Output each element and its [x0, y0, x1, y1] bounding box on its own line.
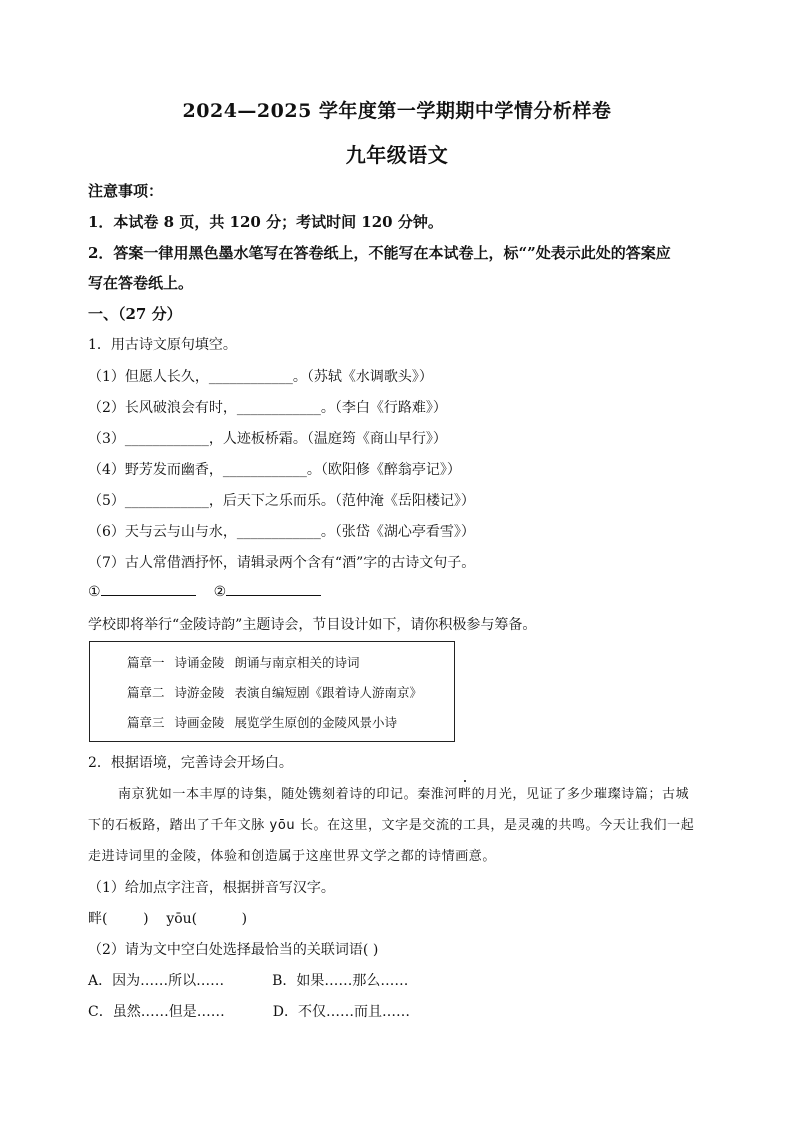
answer-b-marker: ②: [213, 584, 227, 600]
program-desc: 表演自编短剧《跟着诗人游南京》: [234, 685, 423, 700]
program-desc: 朗诵与南京相关的诗词: [234, 655, 360, 670]
program-name: 诗游金陵: [174, 685, 225, 700]
notice-item-1: 1．本试卷 8 页，共 120 分；考试时间 120 分钟。: [88, 213, 443, 231]
q2-stem: 2．根据语境，完善诗会开场白。: [88, 755, 293, 771]
q1-item-2: （2）长风破浪会有时，____________。（李白《行路难》）: [88, 400, 447, 416]
passage-text: 的月光，见证了多少璀璨诗篇；古城: [471, 787, 690, 802]
program-box: [89, 641, 455, 742]
answer-a-marker: ①: [88, 584, 101, 600]
passage-text: 南京犹如一本丰厚的诗集，随处镌刻着诗的印记。秦淮河: [118, 787, 459, 802]
q2-options-row-2: [88, 1001, 410, 1021]
exam-subtitle: 九年级语文: [345, 143, 449, 167]
q1-stem: 1．用古诗文原句填空。: [88, 337, 237, 353]
program-name: 诗诵金陵: [174, 655, 225, 670]
q1-item-4: （4）野芳发而幽香，____________。（欧阳修《醉翁亭记》）: [88, 462, 461, 478]
q2-passage-line-1: [118, 783, 689, 802]
q2-passage-line-2: 下的石板路，踏出了千年文脉 yōu 长。在这里，文字是交流的工具，是灵魂的共鸣。今天让我们一起: [88, 818, 695, 833]
option-c: C．虽然……但是……: [88, 1004, 225, 1020]
program-chapter: 篇章一: [127, 655, 165, 670]
program-desc: 展览学生原创的金陵风景小诗: [234, 715, 398, 730]
program-name: 诗画金陵: [174, 715, 225, 730]
q1-item-7: （7）古人常借酒抒怀，请辑录两个含有“酒”字的古诗文句子。: [88, 555, 476, 571]
notice-item-2-cont: 写在答卷纸上。: [88, 274, 194, 292]
section-heading: 一、（27 分）: [88, 305, 182, 323]
q2-sub-1-answer: 畔( ) yōu( ): [88, 911, 248, 927]
q2-options-row-1: [88, 970, 408, 990]
q2-sub-1: （1）给加点字注音，根据拼音写汉字。: [88, 880, 335, 896]
notice-heading: 注意事项：: [88, 182, 164, 200]
q1-item-1: （1）但愿人长久，____________。（苏轼《水调歌头》）: [88, 369, 433, 385]
program-chapter: 篇章三: [127, 715, 165, 730]
program-intro: 学校即将举行“金陵诗韵”主题诗会，节目设计如下，请你积极参与筹备。: [88, 617, 537, 633]
answer-b-blank: [226, 583, 321, 596]
q1-item-3: （3）____________，人迹板桥霜。（温庭筠《商山早行》）: [88, 431, 447, 447]
program-row-3: [127, 713, 397, 731]
q2-sub-2: （2）请为文中空白处选择最恰当的关联词语( ): [88, 942, 379, 958]
program-row-2: [127, 683, 422, 701]
notice-item-2: 2．答案一律用黑色墨水笔写在答卷纸上，不能写在本试卷上，标“”处表示此处的答案应: [88, 244, 671, 262]
q1-answer-lines: [88, 583, 321, 600]
option-b: B．如果……那么……: [272, 973, 409, 989]
option-a: A．因为……所以……: [88, 973, 225, 989]
program-row-1: [127, 653, 360, 671]
answer-a-blank: [101, 583, 196, 596]
q2-passage-line-3: 走进诗词里的金陵，体验和创造属于这座世界文学之都的诗情画意。: [88, 849, 497, 864]
option-d: D．不仅……而且……: [272, 1004, 410, 1020]
q1-item-5: （5）____________，后天下之乐而乐。（范仲淹《岳阳楼记》）: [88, 493, 475, 509]
q1-item-6: （6）天与云与山与水，____________。（张岱《湖心亭看雪》）: [88, 524, 475, 540]
dotted-character: 畔: [458, 783, 472, 802]
program-chapter: 篇章二: [127, 685, 165, 700]
exam-title: 2024—2025 学年度第一学期期中学情分析样卷: [182, 100, 612, 122]
